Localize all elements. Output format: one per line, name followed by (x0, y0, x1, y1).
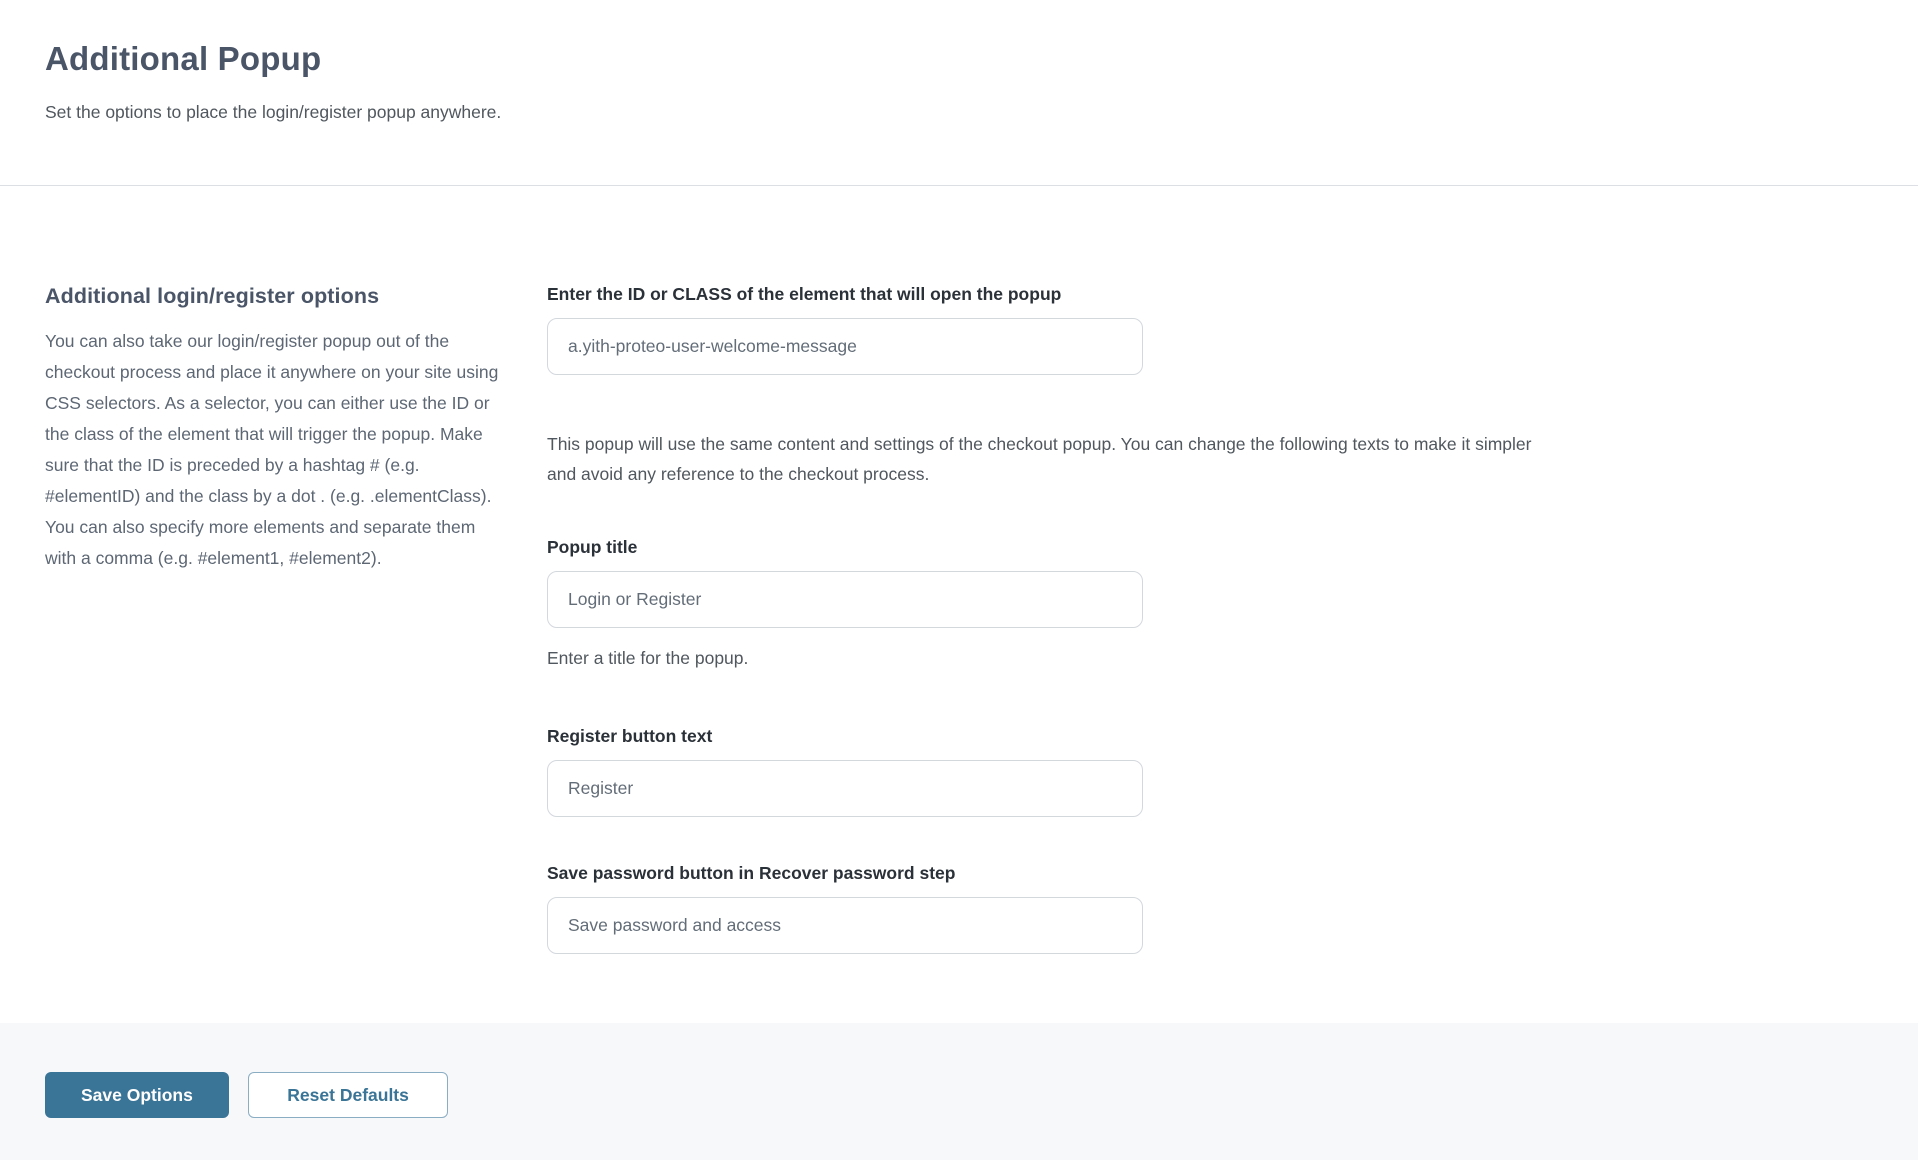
section-heading: Additional login/register options (45, 284, 380, 308)
save-password-button-input[interactable] (547, 897, 1143, 954)
section-description: You can also take our login/register popup out of the checkout process and place it anywhere on your site using CSS selectors. As a selector, you can either use the ID or the class of the element that will trigger the popup. Make sure that the ID is preceded by a hashtag # (e.g. #elementID) and the class by a dot . (e.g. .elementClass). You can also specify more elements and separate them with a comma (e.g. #element1, #element2). (45, 331, 499, 568)
popup-title-hint: Enter a title for the popup. (547, 648, 749, 668)
save-options-button[interactable]: Save Options (45, 1072, 229, 1118)
page-header (0, 0, 1918, 186)
section-fields-column (547, 284, 1918, 1023)
footer-action-bar (0, 1023, 1918, 1160)
save-password-button-label: Save password button in Recover password step (547, 863, 956, 883)
options-section (0, 186, 1918, 1023)
selector-input[interactable] (547, 318, 1143, 375)
page-title: Additional Popup (45, 40, 322, 77)
reset-defaults-button[interactable]: Reset Defaults (248, 1072, 448, 1118)
popup-title-label: Popup title (547, 537, 638, 557)
section-info-column (45, 284, 505, 1023)
selector-field-label: Enter the ID or CLASS of the element that will open the popup (547, 284, 1062, 304)
page-subtitle: Set the options to place the login/register popup anywhere. (45, 102, 502, 122)
register-button-text-label: Register button text (547, 726, 713, 746)
popup-title-input[interactable] (547, 571, 1143, 628)
register-button-text-input[interactable] (547, 760, 1143, 817)
popup-info-text: This popup will use the same content and settings of the checkout popup. You can change the following texts to make it simpler and avoid any reference to the checkout process. (547, 434, 1532, 484)
